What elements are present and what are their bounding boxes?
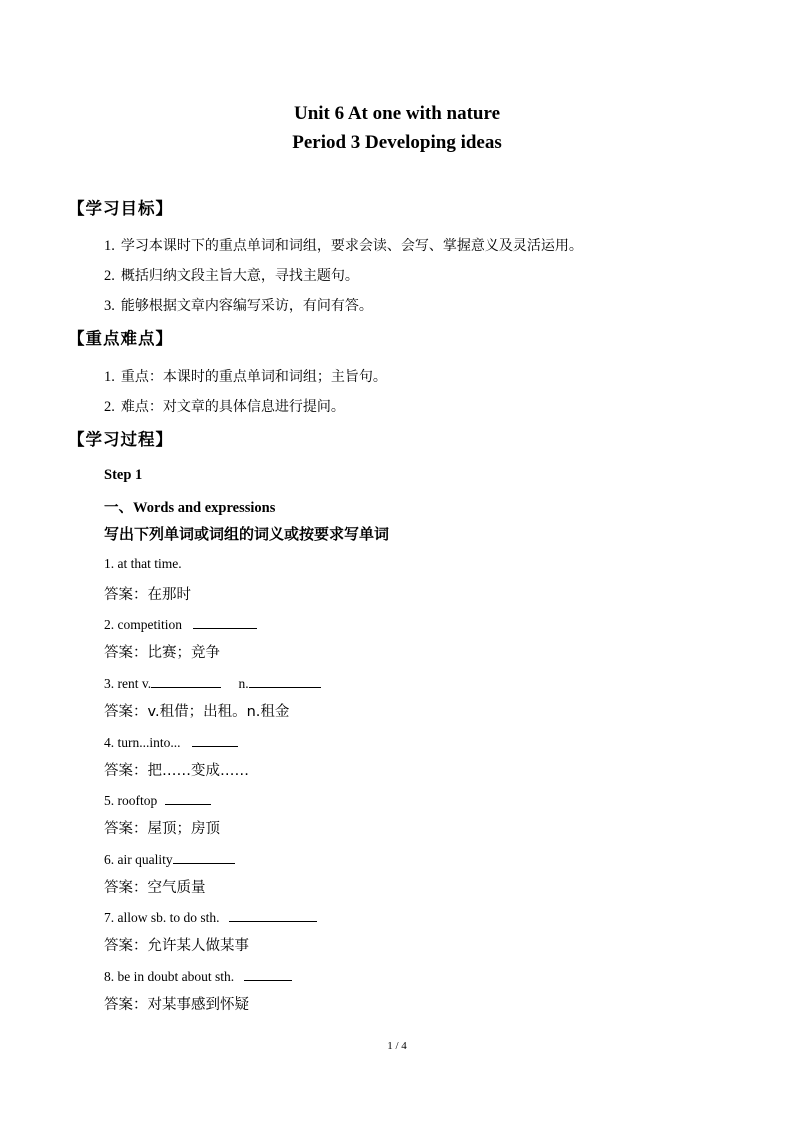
word-answer: 答案：允许某人做某事	[104, 938, 249, 954]
word-prompt: 4. turn...into...	[104, 733, 238, 751]
word-answer: 答案：把……变成……	[104, 763, 249, 779]
title-period: Period 3 Developing ideas	[292, 132, 502, 153]
word-answer: 答案：v.租借；出租。n.租金	[104, 704, 290, 720]
key-point-item: 1. 重点：本课时的重点单词和词组；主旨句。	[104, 369, 387, 385]
word-prompt: 7. allow sb. to do sth.	[104, 908, 317, 926]
page-number: 1 / 4	[387, 1040, 407, 1052]
answer-blank[interactable]	[229, 908, 317, 922]
word-prompt: 5. rooftop	[104, 791, 211, 809]
answer-blank[interactable]	[165, 791, 211, 805]
subheading-words: 一、Words and expressions	[104, 500, 276, 516]
key-point-item: 2. 难点：对文章的具体信息进行提问。	[104, 399, 345, 415]
title-unit: Unit 6 At one with nature	[293, 103, 501, 124]
answer-blank[interactable]	[249, 674, 321, 688]
word-answer: 答案：屋顶；房顶	[104, 821, 220, 837]
section-heading-key-points: 【重点难点】	[68, 329, 173, 348]
word-prompt: 3. rent v. n.	[104, 674, 321, 692]
instruction-text: 写出下列单词或词组的词义或按要求写单词	[104, 525, 390, 543]
word-prompt: 1. at that time.	[104, 556, 182, 571]
word-answer: 答案：空气质量	[104, 880, 206, 896]
answer-blank[interactable]	[173, 850, 235, 864]
section-heading-process: 【学习过程】	[68, 430, 173, 449]
answer-blank[interactable]	[193, 615, 257, 629]
word-answer: 答案：比赛；竞争	[104, 645, 220, 661]
word-prompt: 2. competition	[104, 615, 257, 633]
word-answer: 答案：在那时	[104, 587, 191, 603]
section-heading-objectives: 【学习目标】	[68, 199, 173, 218]
objective-item: 2. 概括归纳文段主旨大意，寻找主题句。	[104, 268, 359, 284]
answer-blank[interactable]	[192, 733, 238, 747]
answer-blank[interactable]	[244, 967, 292, 981]
word-answer: 答案：对某事感到怀疑	[104, 997, 249, 1013]
objective-item: 3. 能够根据文章内容编写采访，有问有答。	[104, 298, 373, 314]
answer-blank[interactable]	[151, 674, 221, 688]
word-prompt: 6. air quality	[104, 850, 235, 868]
step-label: Step 1	[104, 467, 143, 483]
word-prompt: 8. be in doubt about sth.	[104, 967, 292, 985]
objective-item: 1. 学习本课时下的重点单词和词组，要求会读、会写、掌握意义及灵活运用。	[104, 238, 583, 254]
